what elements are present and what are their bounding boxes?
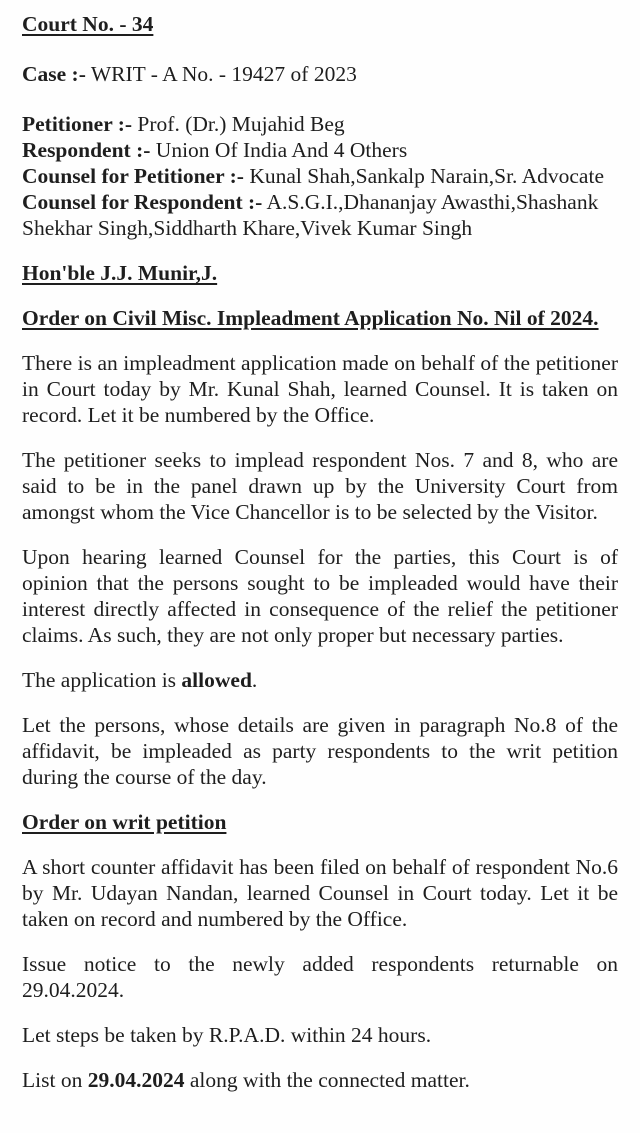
counsel-petitioner-value: Kunal Shah,Sankalp Narain,Sr. Advocate xyxy=(249,164,604,188)
case-label: Case :- xyxy=(22,62,86,86)
petitioner-value: Prof. (Dr.) Mujahid Beg xyxy=(137,112,345,136)
counsel-respondent-value: A.S.G.I.,Dhananjay Awasthi,Shashank Shekhar Singh,Siddharth Khare,Vivek Kumar Singh xyxy=(22,190,599,240)
respondent-line xyxy=(22,137,618,163)
paragraph-writ-2: Issue notice to the newly added respondents returnable on 29.04.2024. xyxy=(22,952,618,1002)
counsel-petitioner-label: Counsel for Petitioner :- xyxy=(22,164,244,188)
application-allowed-line xyxy=(22,667,618,693)
respondent-label: Respondent :- xyxy=(22,138,151,162)
allowed-word: allowed xyxy=(181,668,252,692)
case-value: WRIT - A No. - 19427 of 2023 xyxy=(90,62,357,86)
list-suffix: along with the connected matter. xyxy=(184,1068,470,1092)
case-line xyxy=(22,61,618,87)
paragraph-impleadment-2: The petitioner seeks to implead respondent Nos. 7 and 8, who are said to be in the panel drawn up by the University Court from amongst whom the Vice Chancellor is to be selected by the Visitor. xyxy=(22,448,618,524)
parties-block xyxy=(22,111,618,241)
list-date: 29.04.2024 xyxy=(87,1068,185,1092)
counsel-respondent-line xyxy=(22,189,618,241)
counsel-petitioner-line xyxy=(22,163,618,189)
paragraph-writ-1: A short counter affidavit has been filed on behalf of respondent No.6 by Mr. Udayan Nandan, learned Counsel in Court today. Let it be taken on record and numbered by the Office. xyxy=(22,855,618,931)
list-date-line xyxy=(22,1067,618,1093)
paragraph-impleadment-3: Upon hearing learned Counsel for the parties, this Court is of opinion that the persons sought to be impleaded would have their interest directly affected in consequence of the relief the petitioner claims. As such, they are not only proper but necessary parties. xyxy=(22,545,618,647)
list-prefix: List on xyxy=(22,1068,88,1092)
paragraph-impleadment-4: Let the persons, whose details are given in paragraph No.8 of the affidavit, be impleaded as party respondents to the writ petition during the course of the day. xyxy=(22,713,618,789)
judge-heading: Hon'ble J.J. Munir,J. xyxy=(22,261,218,285)
respondent-value: Union Of India And 4 Others xyxy=(155,138,408,162)
allowed-prefix: The application is xyxy=(22,668,182,692)
counsel-respondent-label: Counsel for Respondent :- xyxy=(22,190,263,214)
order-impleadment-heading: Order on Civil Misc. Impleadment Application No. Nil of 2024. xyxy=(22,306,599,330)
petitioner-label: Petitioner :- xyxy=(22,112,133,136)
allowed-suffix: . xyxy=(251,668,258,692)
order-writ-petition-heading: Order on writ petition xyxy=(22,810,227,834)
rpad-steps-line: Let steps be taken by R.P.A.D. within 24 hours. xyxy=(22,1023,432,1047)
petitioner-line xyxy=(22,111,618,137)
court-number-heading: Court No. - 34 xyxy=(22,12,154,36)
paragraph-impleadment-1: There is an impleadment application made on behalf of the petitioner in Court today by Mr. Kunal Shah, learned Counsel. It is taken on record. Let it be numbered by the Office. xyxy=(22,351,618,427)
